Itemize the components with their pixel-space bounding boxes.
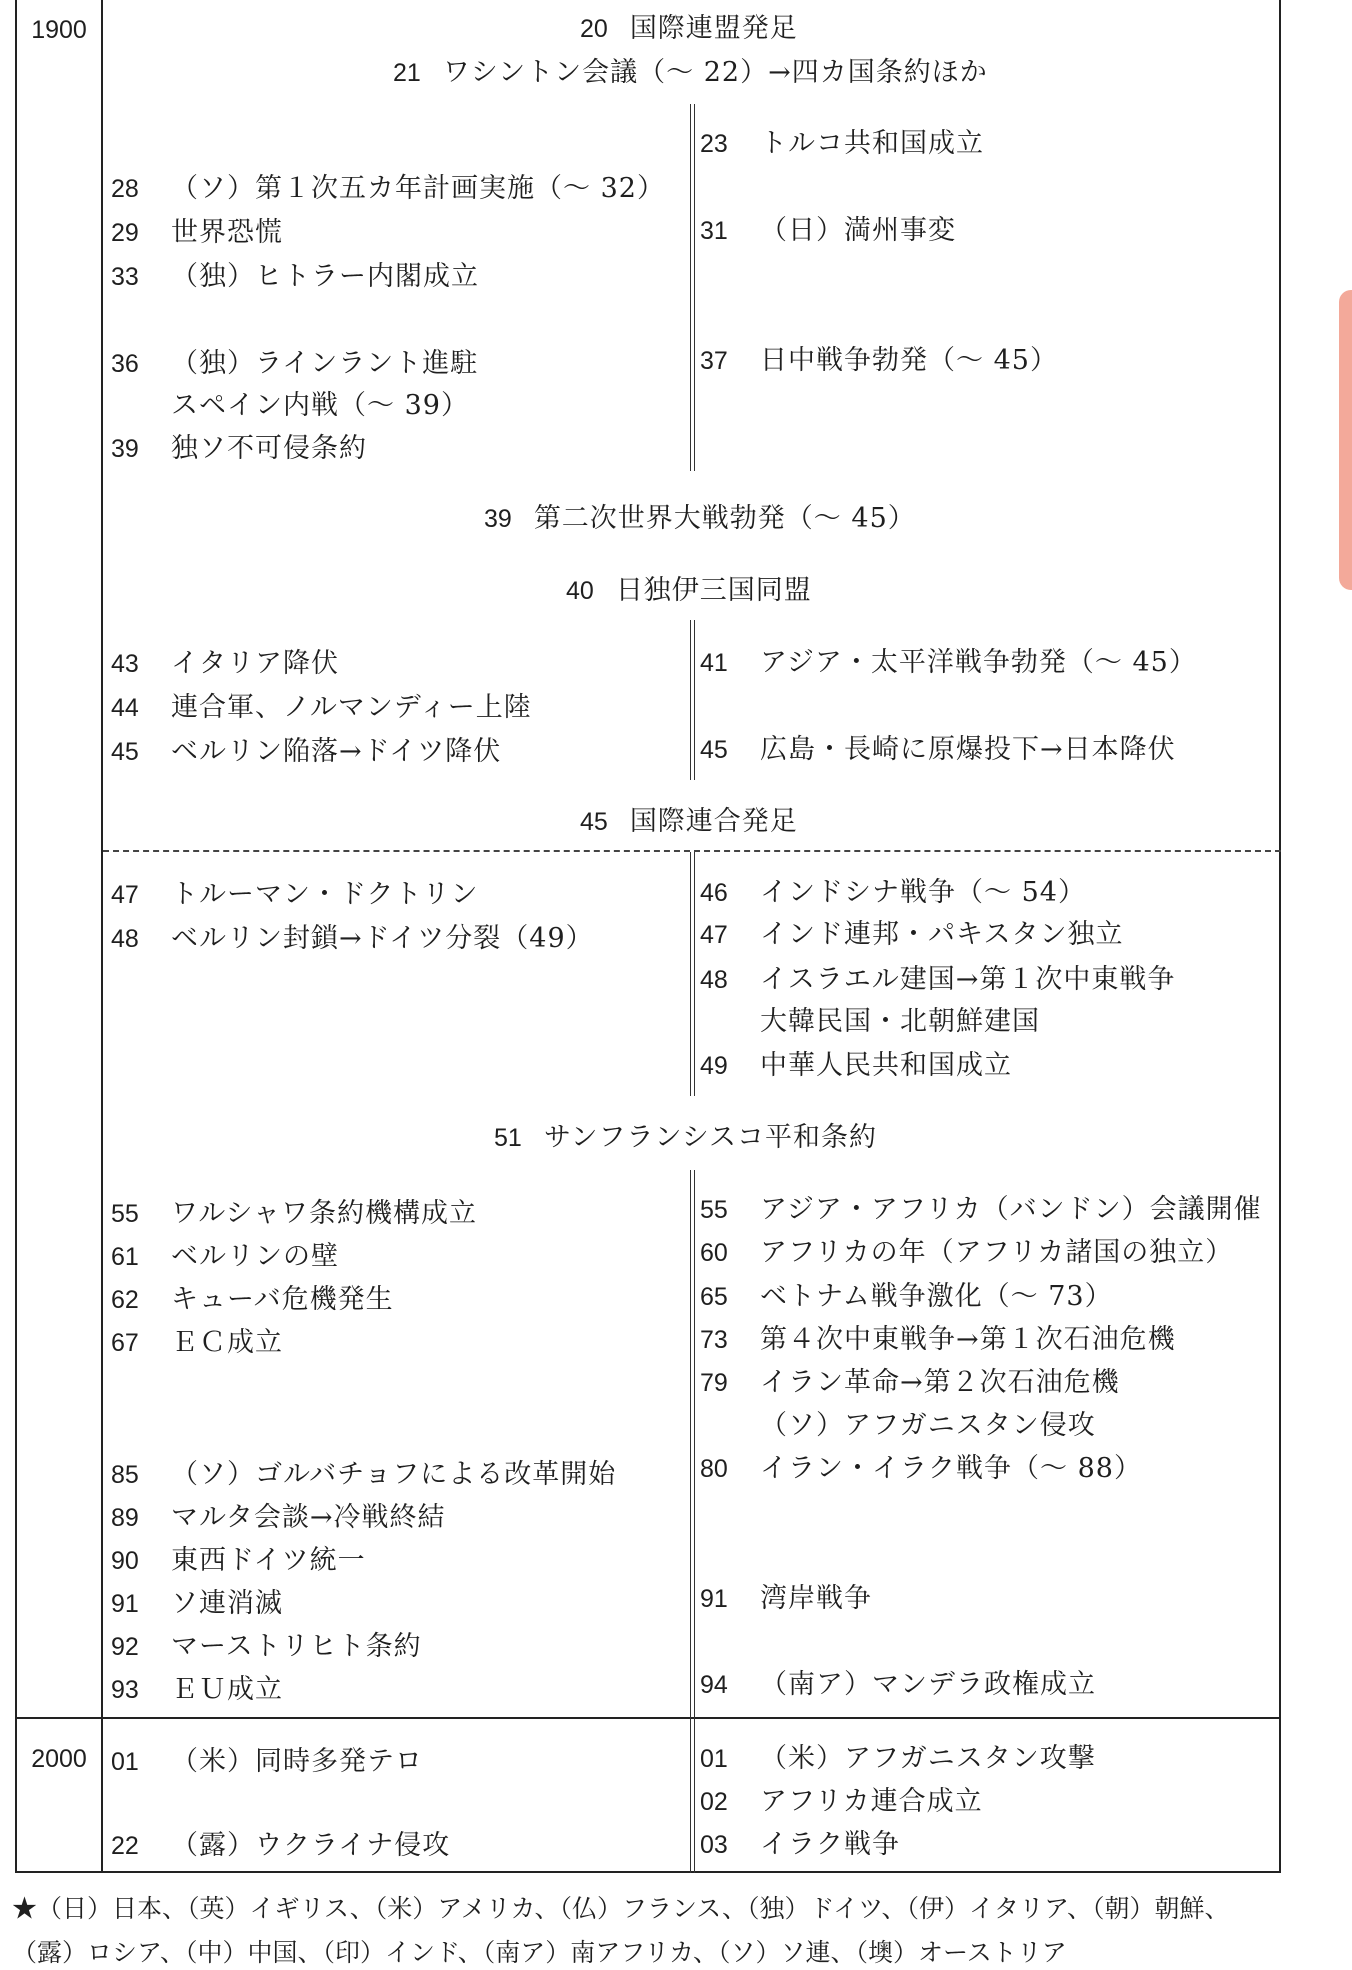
left-event: 39 独ソ不可侵条約 bbox=[111, 433, 367, 464]
column-divider bbox=[690, 104, 695, 471]
left-event: 44 連合軍、ノルマンディー上陸 bbox=[111, 692, 532, 723]
column-divider bbox=[690, 852, 695, 1096]
left-event: 47 トルーマン・ドクトリン bbox=[111, 879, 479, 910]
side-tab-marker bbox=[1339, 290, 1352, 590]
left-event: 93 ＥＵ成立 bbox=[111, 1674, 283, 1705]
right-event: 01 （米）アフガニスタン攻撃 bbox=[700, 1743, 1096, 1774]
left-event: 33 （独）ヒトラー内閣成立 bbox=[111, 261, 479, 292]
century-label-1900: 1900 bbox=[31, 16, 87, 44]
left-event: 43 イタリア降伏 bbox=[111, 648, 339, 679]
right-event: 37 日中戦争勃発（～ 45） bbox=[700, 345, 1058, 376]
right-event: 80 イラン・イラク戦争（～ 88） bbox=[700, 1453, 1142, 1484]
right-event: 65 ベトナム戦争激化（～ 73） bbox=[700, 1281, 1113, 1312]
right-event: 45 広島・長崎に原爆投下→日本降伏 bbox=[700, 734, 1176, 765]
country-abbreviation-legend: ★（日）日本、（英）イギリス、（米）アメリカ、（仏）フランス、（独）ドイツ、（伊）イタリア、（朝）朝鮮、 bbox=[12, 1894, 1230, 1923]
left-event: 55 ワルシャワ条約機構成立 bbox=[111, 1198, 477, 1229]
left-event: 28 （ソ）第１次五カ年計画実施（～ 32） bbox=[111, 173, 665, 204]
left-event: 85 （ソ）ゴルバチョフによる改革開始 bbox=[111, 1459, 617, 1490]
right-event: 79 イラン革命→第２次石油危機 bbox=[700, 1367, 1120, 1398]
right-event: 03 イラク戦争 bbox=[700, 1829, 900, 1860]
right-event: 55 アジア・アフリカ（バンドン）会議開催 bbox=[700, 1194, 1262, 1225]
centered-event: 39 第二次世界大戦勃発（～ 45） bbox=[484, 503, 916, 534]
left-event: 91 ソ連消滅 bbox=[111, 1588, 283, 1619]
centered-event: 51 サンフランシスコ平和条約 bbox=[494, 1122, 877, 1153]
left-event: 48 ベルリン封鎖→ドイツ分裂（49） bbox=[111, 923, 594, 954]
left-event: スペイン内戦（～ 39） bbox=[171, 390, 469, 421]
centered-event: 21 ワシントン会議（～ 22）→四カ国条約ほか bbox=[393, 57, 988, 88]
left-event: 89 マルタ会談→冷戦終結 bbox=[111, 1502, 446, 1533]
right-event: 47 インド連邦・パキスタン独立 bbox=[700, 919, 1124, 950]
century-label-2000: 2000 bbox=[31, 1745, 87, 1773]
left-event: 67 ＥＣ成立 bbox=[111, 1327, 283, 1358]
centered-event: 40 日独伊三国同盟 bbox=[566, 575, 812, 606]
column-divider bbox=[690, 1170, 695, 1873]
right-event: 48 イスラエル建国→第１次中東戦争 bbox=[700, 964, 1176, 995]
country-abbreviation-legend: （露）ロシア、（中）中国、（印）インド、（南ア）南アフリカ、（ソ）ソ連、（墺）オーストリア bbox=[12, 1938, 1067, 1967]
right-event: 60 アフリカの年（アフリカ諸国の独立） bbox=[700, 1237, 1234, 1268]
right-event: 23 トルコ共和国成立 bbox=[700, 128, 984, 159]
right-event: 41 アジア・太平洋戦争勃発（～ 45） bbox=[700, 647, 1197, 678]
left-event: 62 キューバ危機発生 bbox=[111, 1284, 394, 1315]
right-event: 94 （南ア）マンデラ政権成立 bbox=[700, 1669, 1096, 1700]
left-event: 29 世界恐慌 bbox=[111, 217, 283, 248]
column-divider bbox=[690, 620, 695, 780]
left-event: 01 （米）同時多発テロ bbox=[111, 1746, 423, 1777]
left-event: 22 （露）ウクライナ侵攻 bbox=[111, 1830, 451, 1861]
left-event: 90 東西ドイツ統一 bbox=[111, 1545, 366, 1576]
left-event: 45 ベルリン陥落→ドイツ降伏 bbox=[111, 736, 502, 767]
left-event: 36 （独）ラインラント進駐 bbox=[111, 348, 479, 379]
centered-event: 45 国際連合発足 bbox=[580, 806, 798, 837]
centered-event: 20 国際連盟発足 bbox=[580, 13, 798, 44]
right-event: 73 第４次中東戦争→第１次石油危機 bbox=[700, 1324, 1176, 1355]
right-event: 91 湾岸戦争 bbox=[700, 1583, 872, 1614]
century-divider bbox=[15, 1717, 1281, 1719]
right-event: （ソ）アフガニスタン侵攻 bbox=[760, 1410, 1096, 1441]
left-event: 92 マーストリヒト条約 bbox=[111, 1631, 422, 1662]
right-event: 大韓民国・北朝鮮建国 bbox=[760, 1006, 1040, 1037]
right-event: 46 インドシナ戦争（～ 54） bbox=[700, 877, 1086, 908]
right-event: 49 中華人民共和国成立 bbox=[700, 1050, 1012, 1081]
right-event: 31 （日）満州事変 bbox=[700, 215, 956, 246]
century-column bbox=[17, 0, 103, 1871]
left-event: 61 ベルリンの壁 bbox=[111, 1241, 339, 1272]
right-event: 02 アフリカ連合成立 bbox=[700, 1786, 983, 1817]
